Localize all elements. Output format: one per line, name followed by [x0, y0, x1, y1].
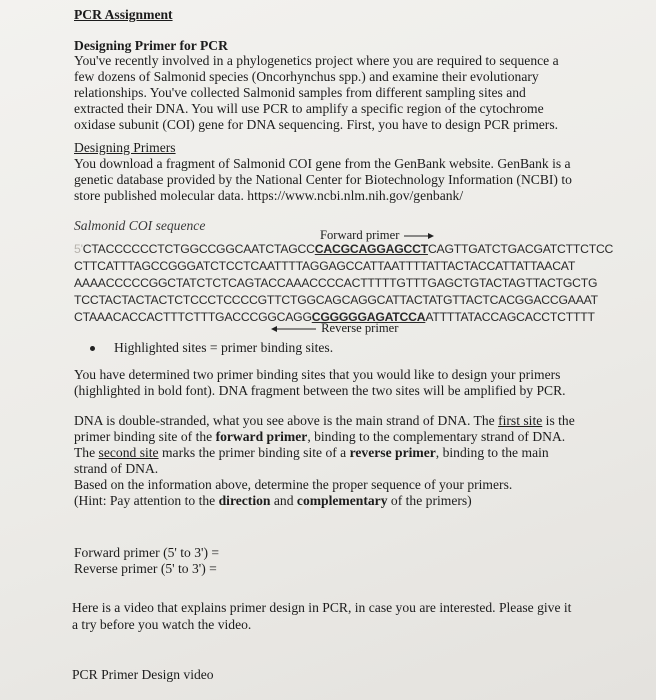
bullet-icon [90, 346, 95, 351]
intro-line-4: extracted their DNA. You will use PCR to amplify a specific region of the cytochrome [74, 101, 544, 116]
genbank-line-1: You download a fragment of Salmonid COI gene from the GenBank website. GenBank is a [74, 156, 571, 171]
para2-line-1: DNA is double-stranded, what you see above is the main strand of DNA. The first site is the [74, 413, 575, 428]
para1-line-2: (highlighted in bold font). DNA fragment between the two sites will be amplified by PCR. [74, 383, 566, 398]
genbank-line-3: store published molecular data. https://www.ncbi.nlm.nih.gov/genbank/ [74, 188, 464, 203]
para2-line-5: Based on the information above, determine the proper sequence of your primers. [74, 477, 513, 492]
forward-primer-answer[interactable]: Forward primer (5' to 3') = [74, 545, 220, 560]
intro-line-2: few dozens of Salmonid species (Oncorhynchus spp.) and examine their evolutionary [74, 69, 539, 84]
intro-line-5: oxidase subunit (COI) gene for DNA sequencing. First, you have to design PCR primers. [74, 117, 559, 132]
para1-line-1: You have determined two primer binding sites that you would like to design your primers [74, 367, 561, 382]
video-line-2: a try before you watch the video. [72, 617, 252, 632]
right-arrow-icon [403, 232, 435, 240]
para2-line-4: strand of DNA. [74, 461, 159, 476]
reverse-primer-text: Reverse primer [321, 321, 399, 335]
sequence-line-3: AAAACCCCCGGCTATCTCTCAGTACCAAACCCCACTTTTTGTTTGAGCTGTACTAGTTACTGCTG [74, 276, 598, 290]
intro-line-3: relationships. You've collected Salmonid samples from different sampling sites and [74, 85, 526, 100]
para2-line-2: primer binding site of the forward primer, binding to the complementary strand of DNA. [74, 429, 566, 444]
intro-line-1: You've recently involved in a phylogenetics project where you are required to sequence a [74, 53, 559, 68]
forward-primer-label [320, 228, 435, 243]
bullet-text: Highlighted sites = primer binding sites. [114, 340, 334, 355]
left-arrow-icon [270, 325, 318, 333]
genbank-line-2: genetic database provided by the National Center for Biotechnology Information (NCBI) to [74, 172, 572, 187]
reverse-primer-answer[interactable]: Reverse primer (5' to 3') = [74, 561, 217, 576]
reverse-binding-site: CGGGGGAGATCCA [311, 310, 426, 324]
page-heading: PCR Assignment [74, 7, 173, 22]
sequence-line-2: CTTCATTTAGCCGGGATCTCCTCAATTTTAGGAGCCATTAATTTTATTACTACCATTATTAACAT [74, 259, 576, 273]
sequence-line-5: CTAAACACCACTTTCTTTGACCCGGCAGGCGGGGGAGATCCAATTTTATACCAGCACCTCTTTT [74, 310, 595, 324]
forward-binding-site: CACGCAGGAGCCT [314, 242, 428, 256]
section-title-designing-primer: Designing Primer for PCR [74, 38, 228, 53]
para2-line-6: (Hint: Pay attention to the direction and complementary of the primers) [74, 493, 472, 508]
forward-primer-text: Forward primer [320, 228, 400, 242]
sequence-line-1: 5'CTACCCCCCTCTGGCCGGCAATCTAGCCCACGCAGGAGCCTCAGTTGATCTGACGATCTTCTCC [74, 242, 614, 256]
section-title-designing-primers: Designing Primers [74, 140, 176, 155]
para2-line-3: The second site marks the primer binding site of a reverse primer, binding to the main [74, 445, 549, 460]
video-line-1: Here is a video that explains primer design in PCR, in case you are interested. Please give it [72, 600, 572, 615]
reverse-primer-label [270, 321, 398, 336]
sequence-label: Salmonid COI sequence [74, 218, 206, 233]
sequence-line-4: TCCTACTACTACTCTCCCTCCCCGTTCTGGCAGCAGGCATTACTATGTTACTCACGGACCGAAAT [74, 293, 598, 307]
video-link[interactable]: PCR Primer Design video [72, 667, 214, 682]
